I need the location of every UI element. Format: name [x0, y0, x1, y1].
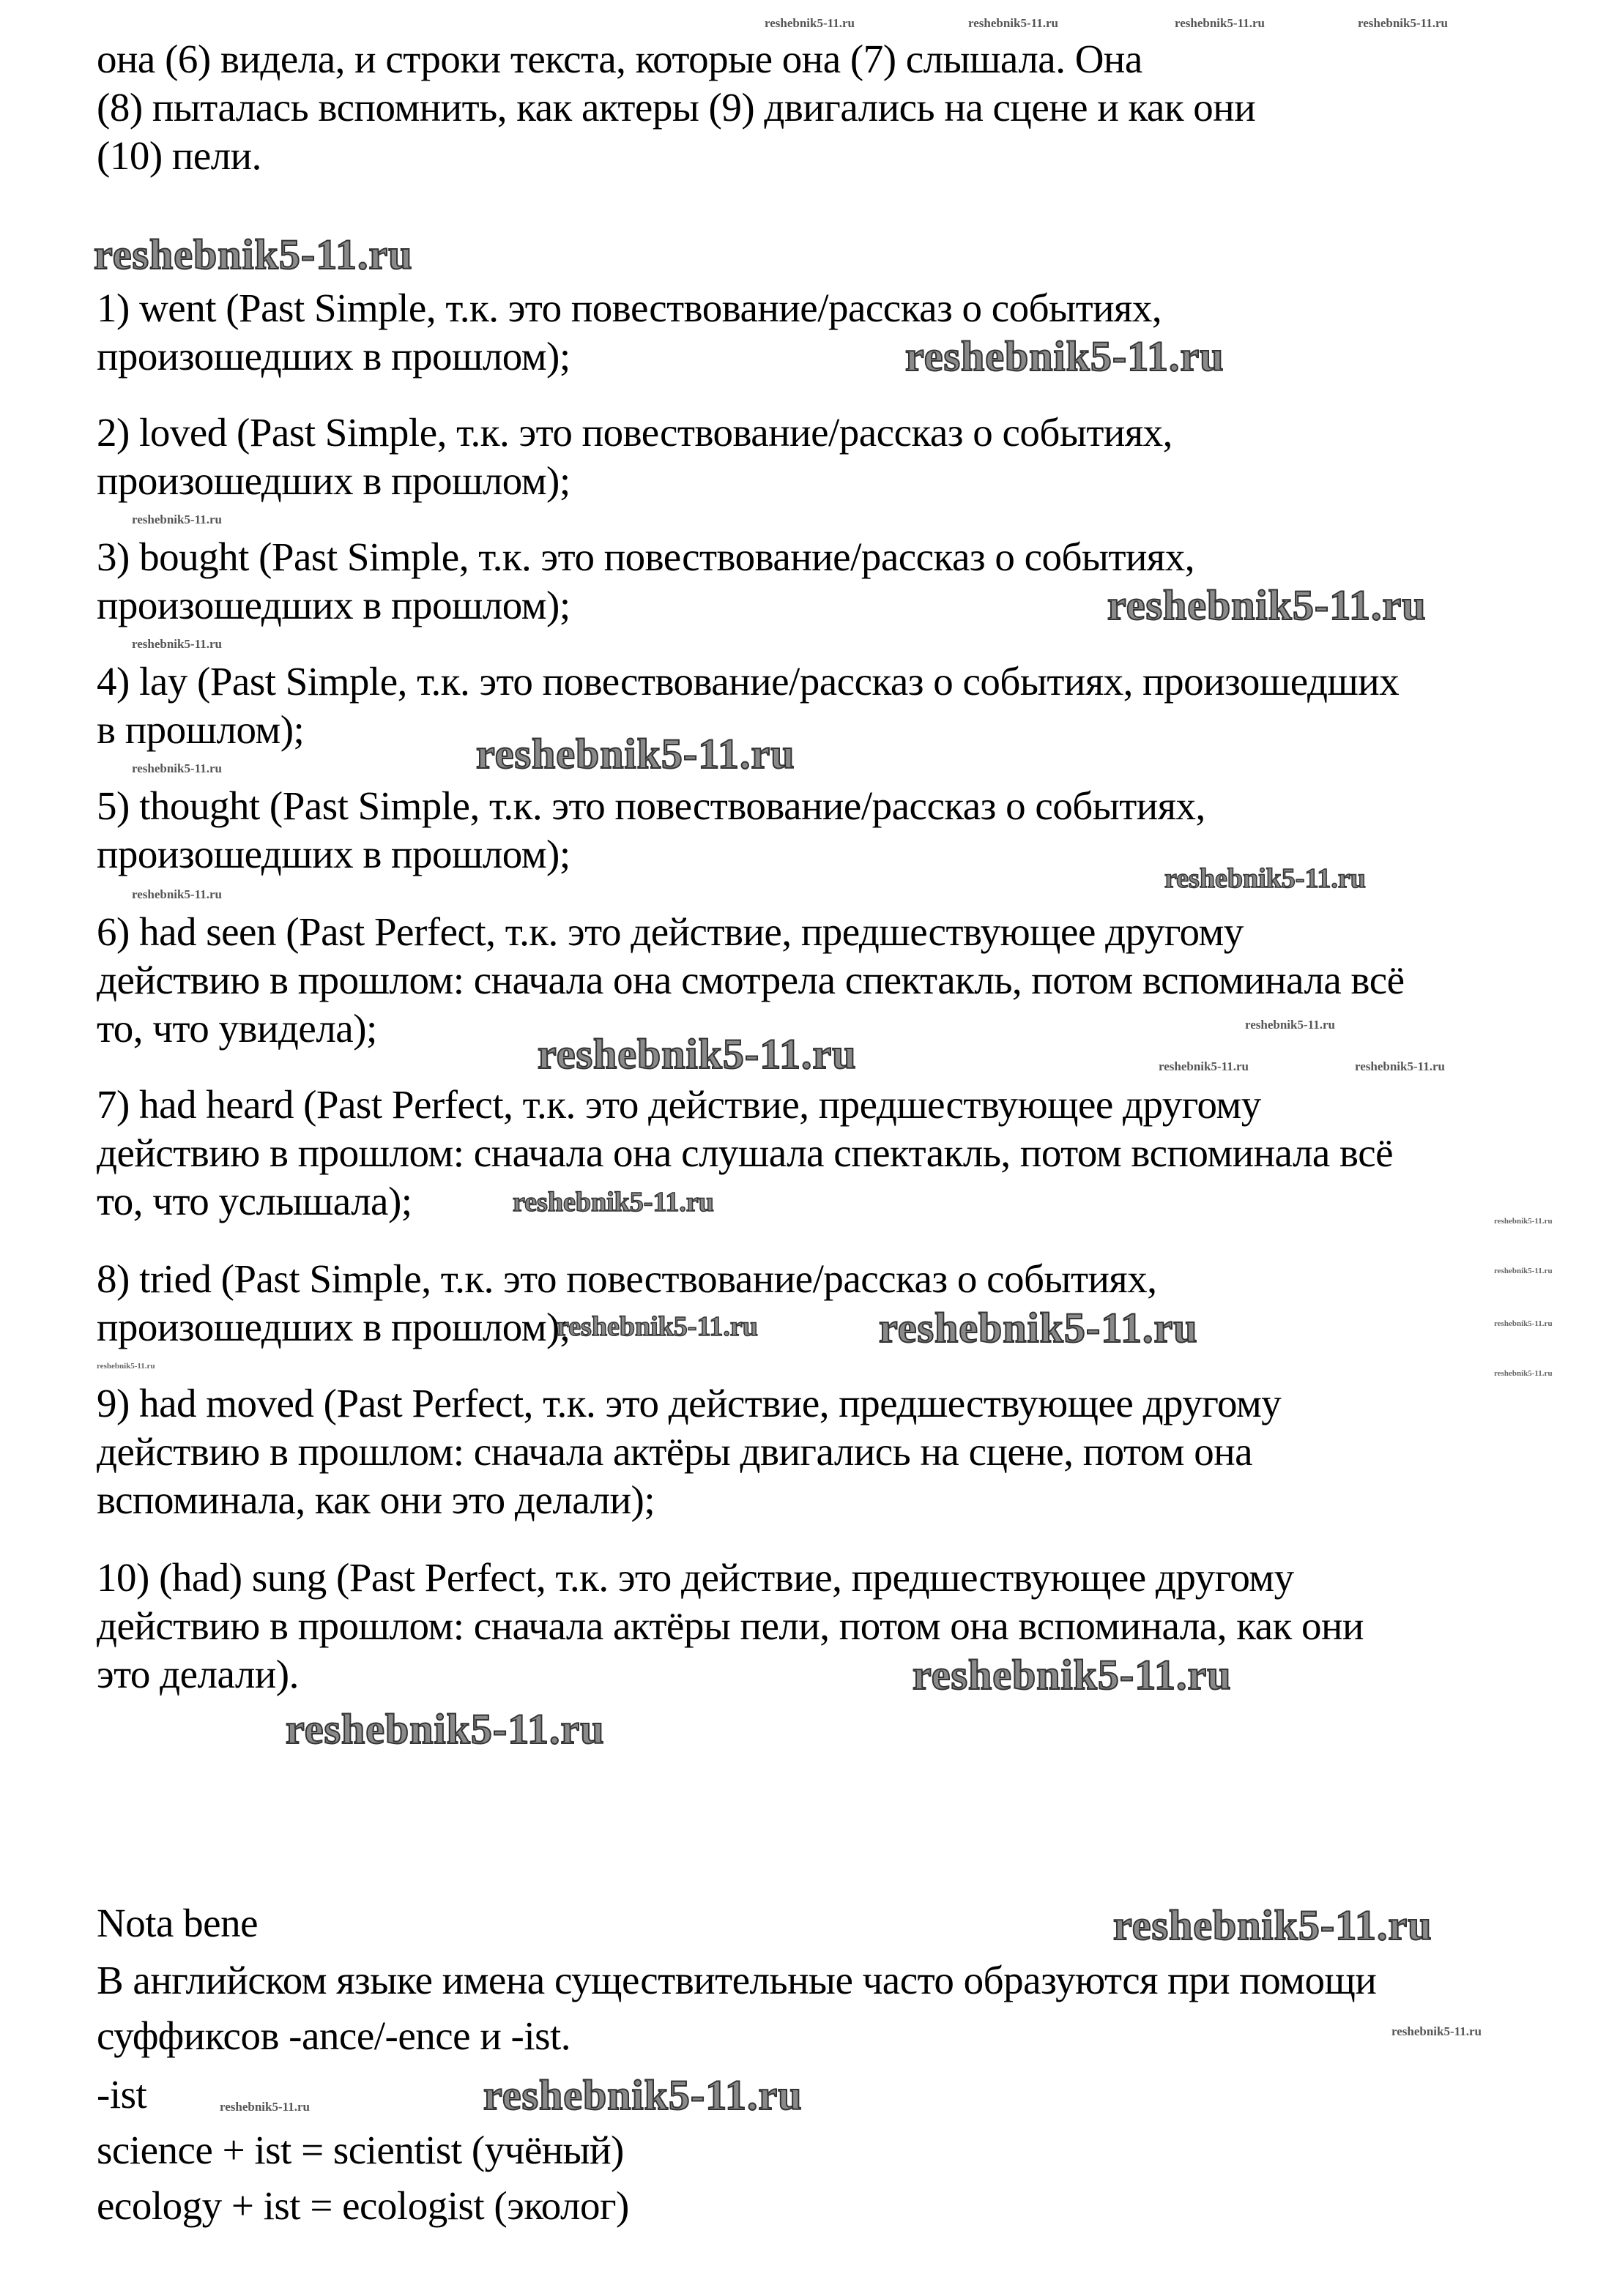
- answer-8: 8) tried (Past Simple, т.к. это повествование/рассказ о событиях,: [97, 1256, 1157, 1301]
- watermark: reshebnik5-11.ru: [476, 730, 795, 778]
- answer-6: то, что увидела);: [97, 1006, 377, 1051]
- watermark: reshebnik5-11.ru: [132, 637, 222, 651]
- watermark: reshebnik5-11.ru: [97, 1362, 155, 1371]
- text-line: (10) пели.: [97, 133, 261, 178]
- watermark: reshebnik5-11.ru: [132, 512, 222, 526]
- answer-9: вспоминала, как они это делали);: [97, 1477, 655, 1522]
- watermark: reshebnik5-11.ru: [1164, 863, 1366, 894]
- watermark: reshebnik5-11.ru: [220, 2100, 310, 2114]
- answer-9: 9) had moved (Past Perfect, т.к. это действие, предшествующее другому: [97, 1381, 1282, 1425]
- watermark: reshebnik5-11.ru: [1355, 1059, 1445, 1073]
- watermark: reshebnik5-11.ru: [1175, 16, 1265, 30]
- answer-8: произошедших в прошлом);: [97, 1305, 571, 1349]
- nota-example: science + ist = scientist (учёный): [97, 2128, 624, 2172]
- answer-2: 2) loved (Past Simple, т.к. это повествование/рассказ о событиях,: [97, 410, 1173, 455]
- answer-1: 1) went (Past Simple, т.к. это повествование/рассказ о событиях,: [97, 286, 1162, 330]
- watermark: reshebnik5-11.ru: [765, 16, 855, 30]
- answer-1: произошедших в прошлом);: [97, 334, 571, 379]
- watermark: reshebnik5-11.ru: [538, 1030, 857, 1078]
- text-line: (8) пыталась вспомнить, как актеры (9) двигались на сцене и как они: [97, 85, 1256, 130]
- text-line: она (6) видела, и строки текста, которые она (7) слышала. Она: [97, 37, 1142, 81]
- answer-4: 4) lay (Past Simple, т.к. это повествование/рассказ о событиях, произошедших: [97, 659, 1400, 704]
- watermark: reshebnik5-11.ru: [1494, 1217, 1553, 1226]
- nota-text: -ist: [97, 2072, 147, 2117]
- watermark: reshebnik5-11.ru: [1494, 1267, 1553, 1275]
- watermark: reshebnik5-11.ru: [879, 1304, 1198, 1352]
- watermark: reshebnik5-11.ru: [1113, 1901, 1432, 1949]
- watermark: reshebnik5-11.ru: [1107, 581, 1427, 629]
- watermark: reshebnik5-11.ru: [1245, 1018, 1335, 1032]
- watermark: reshebnik5-11.ru: [1391, 2024, 1482, 2038]
- answer-3: 3) bought (Past Simple, т.к. это повествование/рассказ о событиях,: [97, 534, 1194, 579]
- watermark: reshebnik5-11.ru: [513, 1187, 714, 1218]
- answer-6: 6) had seen (Past Perfect, т.к. это действие, предшествующее другому: [97, 909, 1244, 954]
- answer-2: произошедших в прошлом);: [97, 458, 571, 503]
- watermark: reshebnik5-11.ru: [94, 231, 413, 278]
- answer-5: произошедших в прошлом);: [97, 832, 571, 876]
- answer-5: 5) thought (Past Simple, т.к. это повествование/рассказ о событиях,: [97, 783, 1205, 828]
- watermark: reshebnik5-11.ru: [1358, 16, 1448, 30]
- watermark: reshebnik5-11.ru: [132, 887, 222, 901]
- watermark: reshebnik5-11.ru: [913, 1651, 1232, 1699]
- answer-10: действию в прошлом: сначала актёры пели, потом она вспоминала, как они: [97, 1603, 1364, 1648]
- answer-7: то, что услышала);: [97, 1179, 412, 1223]
- answer-10: 10) (had) sung (Past Perfect, т.к. это действие, предшествующее другому: [97, 1555, 1294, 1600]
- answer-7: действию в прошлом: сначала она слушала спектакль, потом вспоминала всё: [97, 1130, 1394, 1175]
- answer-10: это делали).: [97, 1652, 299, 1696]
- nota-bene-heading: Nota bene: [97, 1901, 258, 1945]
- answer-4: в прошлом);: [97, 707, 305, 752]
- answer-9: действию в прошлом: сначала актёры двигались на сцене, потом она: [97, 1429, 1253, 1474]
- watermark: reshebnik5-11.ru: [483, 2071, 803, 2119]
- answer-7: 7) had heard (Past Perfect, т.к. это действие, предшествующее другому: [97, 1082, 1261, 1127]
- nota-example: ecology + ist = ecologist (эколог): [97, 2183, 629, 2228]
- watermark: reshebnik5-11.ru: [1494, 1319, 1553, 1328]
- watermark: reshebnik5-11.ru: [1159, 1059, 1249, 1073]
- watermark: reshebnik5-11.ru: [286, 1705, 605, 1753]
- watermark: reshebnik5-11.ru: [132, 761, 222, 775]
- watermark: reshebnik5-11.ru: [905, 332, 1224, 380]
- nota-text: В английском языке имена существительные часто образуются при помощи: [97, 1958, 1377, 2002]
- watermark: reshebnik5-11.ru: [557, 1311, 758, 1342]
- nota-text: суффиксов -ance/-ence и -ist.: [97, 2013, 571, 2058]
- answer-3: произошедших в прошлом);: [97, 583, 571, 627]
- watermark: reshebnik5-11.ru: [1494, 1369, 1553, 1378]
- answer-6: действию в прошлом: сначала она смотрела спектакль, потом вспоминала всё: [97, 958, 1405, 1002]
- watermark: reshebnik5-11.ru: [968, 16, 1058, 30]
